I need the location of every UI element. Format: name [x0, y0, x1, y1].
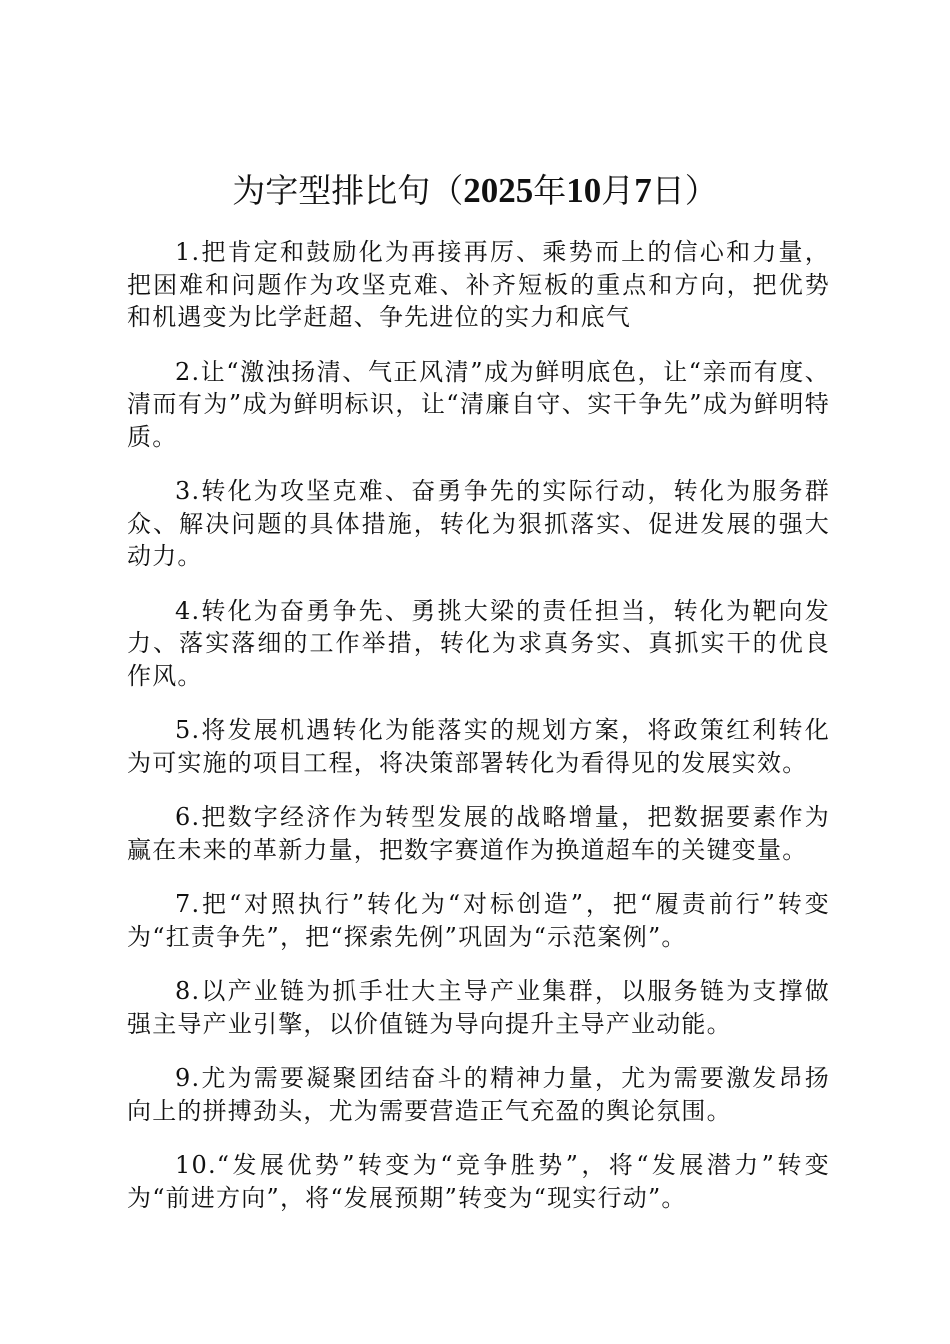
- title-month: 10: [566, 171, 602, 210]
- title-prefix: 为字型排比句（: [232, 171, 464, 210]
- document-body: [127, 236, 830, 1236]
- paragraph-5: 5.将发展机遇转化为能落实的规划方案，将政策红利转化为可实施的项目工程，将决策部署转化为看得见的发展实效。: [127, 716, 830, 777]
- title-month-unit: 月: [601, 171, 635, 210]
- document-title: [0, 170, 950, 212]
- paragraph-3: 3.转化为攻坚克难、奋勇争先的实际行动，转化为服务群众、解决问题的具体措施，转化为狠抓落实、促进发展的强大动力。: [127, 477, 830, 570]
- title-year-unit: 年: [533, 171, 567, 210]
- title-suffix: 日）: [651, 171, 718, 210]
- paragraph-7: 7.把“对照执行”转化为“对标创造”，把“履责前行”转变为“扛责争先”，把“探索先例”巩固为“示范案例”。: [127, 890, 830, 951]
- paragraph-6: 6.把数字经济作为转型发展的战略增量，把数据要素作为赢在未来的革新力量，把数字赛道作为换道超车的关键变量。: [127, 803, 830, 864]
- paragraph-2: 2.让“激浊扬清、气正风清”成为鲜明底色，让“亲而有度、清而有为”成为鲜明标识，让“清廉自守、实干争先”成为鲜明特质。: [127, 357, 830, 451]
- paragraph-10: 10.“发展优势”转变为“竞争胜势”，将“发展潜力”转变为“前进方向”，将“发展预期”转变为“现实行动”。: [127, 1151, 830, 1212]
- paragraph-9: 9.尤为需要凝聚团结奋斗的精神力量，尤为需要激发昂扬向上的拼搏劲头，尤为需要营造正气充盈的舆论氛围。: [127, 1064, 830, 1125]
- paragraph-8: 8.以产业链为抓手壮大主导产业集群，以服务链为支撑做强主导产业引擎，以价值链为导向提升主导产业动能。: [127, 977, 830, 1038]
- paragraph-1: 1.把肯定和鼓励化为再接再厉、乘势而上的信心和力量，把困难和问题作为攻坚克难、补齐短板的重点和方向，把优势和机遇变为比学赶超、争先进位的实力和底气: [127, 238, 830, 331]
- title-day: 7: [634, 171, 652, 210]
- paragraph-4: 4.转化为奋勇争先、勇挑大梁的责任担当，转化为靶向发力、落实落细的工作举措，转化为求真务实、真抓实干的优良作风。: [127, 596, 830, 690]
- title-year: 2025: [463, 171, 534, 210]
